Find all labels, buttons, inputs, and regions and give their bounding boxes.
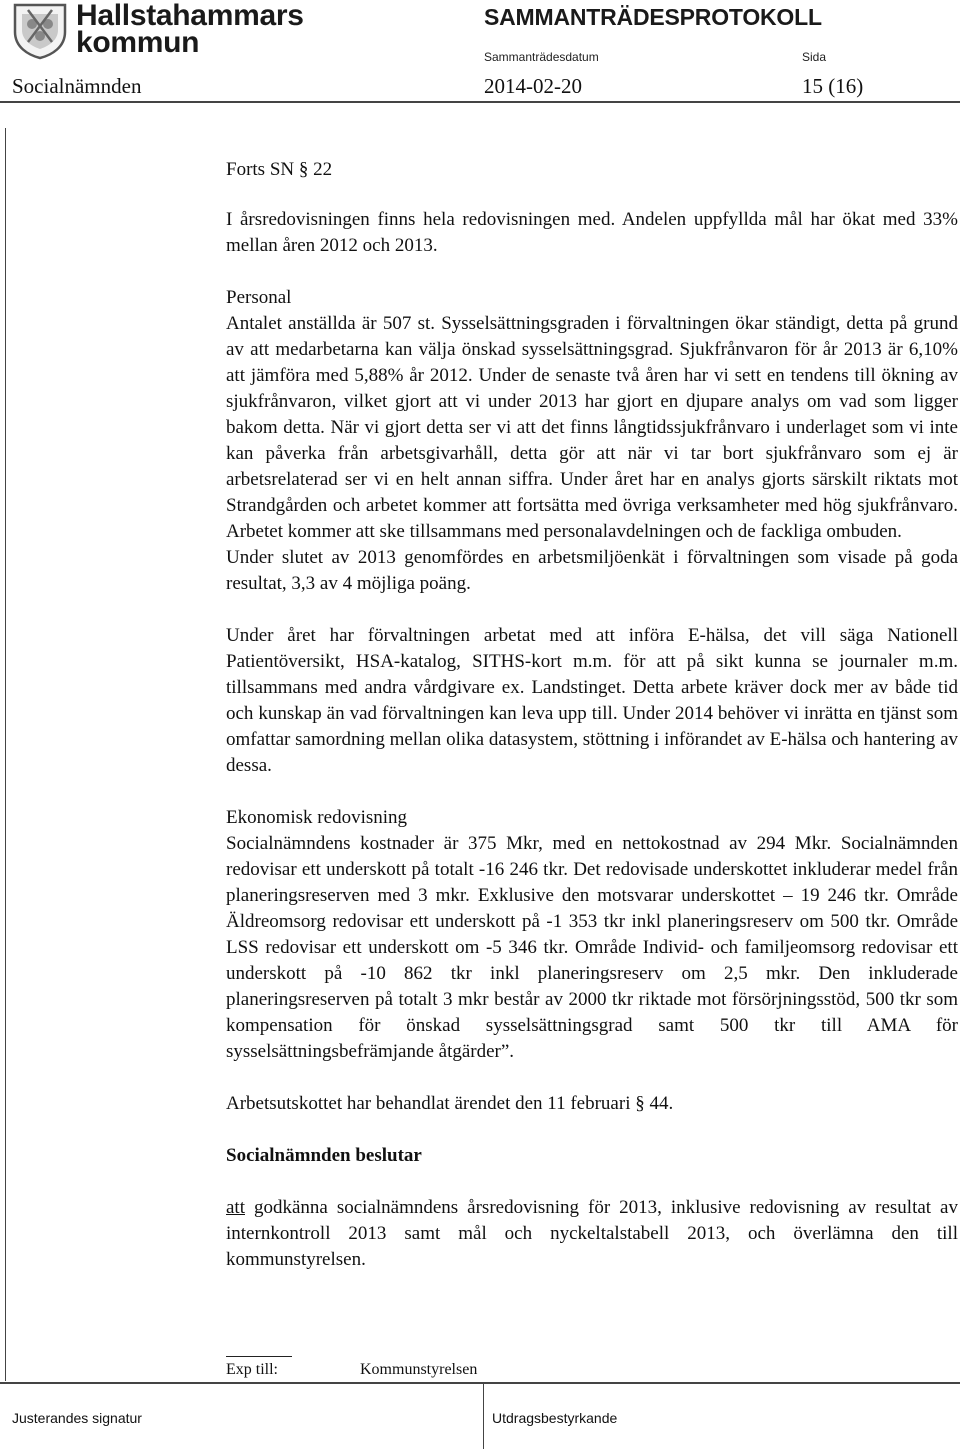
municipality-logo-text: Hallstahammars kommun xyxy=(76,0,304,59)
paragraph-personal-2: Under slutet av 2013 genomfördes en arbetsmiljöenkät i förvaltningen som visade på goda resultat, 3,3 av 4 möjliga poäng. xyxy=(226,547,958,594)
exp-rule xyxy=(226,1356,292,1357)
exp-label: Exp till: xyxy=(226,1361,278,1378)
page-number: 15 (16) xyxy=(802,74,864,98)
decision-att: att xyxy=(226,1197,245,1218)
signature-label: Justerandes signatur xyxy=(12,1410,142,1426)
exp-recipient: Kommunstyrelsen xyxy=(360,1361,478,1378)
paragraph-intro: I årsredovisningen finns hela redovisningen med. Andelen uppfyllda mål har ökat med 33% mellan åren 2012 och 2013. xyxy=(226,209,958,256)
paragraph-e-health: Under året har förvaltningen arbetat med att införa E-hälsa, det vill säga Nationell Patientöversikt, HSA-katalog, SITHS-kort m.m. för att på sikt kunna se journaler m.m. tillsammans med andra vårdgivare ex. Landstinget. Detta arbete kräver dock mer av både tid och kunskap än vad förvaltningen kan leva upp till. Under 2014 behöver vi inrätta en tjänst som omfattar samordning mellan olika datasystem, stöttning i införandet av E-hälsa och hantering av dessa. xyxy=(226,625,958,776)
board-name: Socialnämnden xyxy=(12,74,142,98)
footer-column-divider xyxy=(483,1384,484,1449)
date-label: Sammanträdesdatum xyxy=(484,50,599,64)
paragraph-personal-1: Antalet anställda är 507 st. Sysselsättningsgraden i förvaltningen ökar ständigt, detta på grund av att medarbetarna kan välja önskad sysselsättningsgrad. Sjukfrånvaron för år 2013 är 6,10% att jämföra med 5,88% år 2012. Under de senaste två åren har vi sett en tendens till ökning av sjukfrånvaron, vilket gjort att vi under 2013 har gjort en djupare analys om vad som ligger bakom detta. När vi gjort detta ser vi att det finns långtidssjukfrånvaro i underlaget som vi inte kan påverka från arbetsgivarhåll, detta gör att när vi tar bort sjukfrånvaro som ej är arbetsrelaterad ser vi en helt annan siffra. Under året har en analys gjorts särskilt riktats mot Strandgården och arbetet kommer att fortsätta med övriga verksamheter med hög sjukfrånvaro. Arbetet kommer att ske tillsammans med personalavdelningen och de fackliga ombuden. xyxy=(226,313,958,542)
municipality-crest-icon xyxy=(12,2,68,60)
footer-divider xyxy=(0,1382,960,1384)
meeting-date: 2014-02-20 xyxy=(484,74,582,98)
protocol-body xyxy=(226,157,958,1273)
paragraph-economy: Socialnämndens kostnader är 375 Mkr, med en nettokostnad av 294 Mkr. Socialnämnden redovisar ett underskott på totalt -16 246 tkr. Det redovisade underskottet inkluderar medel från planeringsreserven med 3 mkr. Exklusive den motsvarar underskottet – 19 246 tkr. Område Äldreomsorg redovisar ett underskott på -1 353 tkr inkl planeringsreserv om 500 tkr. Område LSS redovisar ett underskott om -5 346 tkr. Område Individ- och familjeomsorg redovisar ett underskott på -10 862 tkr inkl planeringsreserv om 2,5 mkr. Den inkluderade planeringsreserven på totalt 3 mkr består av 2000 tkr riktade mot försörjningsstöd, 500 tkr som kompensation för önskad sysselsättningsgrad samt 500 tkr till AMA för sysselsättningsbefrämjande åtgärder”. xyxy=(226,833,958,1062)
continuation-reference: Forts SN § 22 xyxy=(226,159,333,180)
paragraph-working-committee: Arbetsutskottet har behandlat ärendet den 11 februari § 44. xyxy=(226,1093,674,1114)
heading-economy: Ekonomisk redovisning xyxy=(226,807,408,828)
heading-personal: Personal xyxy=(226,287,292,308)
page-label: Sida xyxy=(802,50,827,64)
left-margin-line xyxy=(5,128,6,1381)
header-divider xyxy=(0,101,960,103)
decision-body: godkänna socialnämndens årsredovisning för 2013, inklusive redovisning av resultat av internkontroll 2013 samt mål och nyckeltalstabell 2013, och överlämna den till kommunstyrelsen. xyxy=(226,1197,958,1270)
heading-decision: Socialnämnden beslutar xyxy=(226,1145,422,1166)
decision-text xyxy=(226,1195,958,1273)
extract-certification-label: Utdragsbestyrkande xyxy=(492,1410,618,1426)
document-type: SAMMANTRÄDESPROTOKOLL xyxy=(484,4,822,30)
